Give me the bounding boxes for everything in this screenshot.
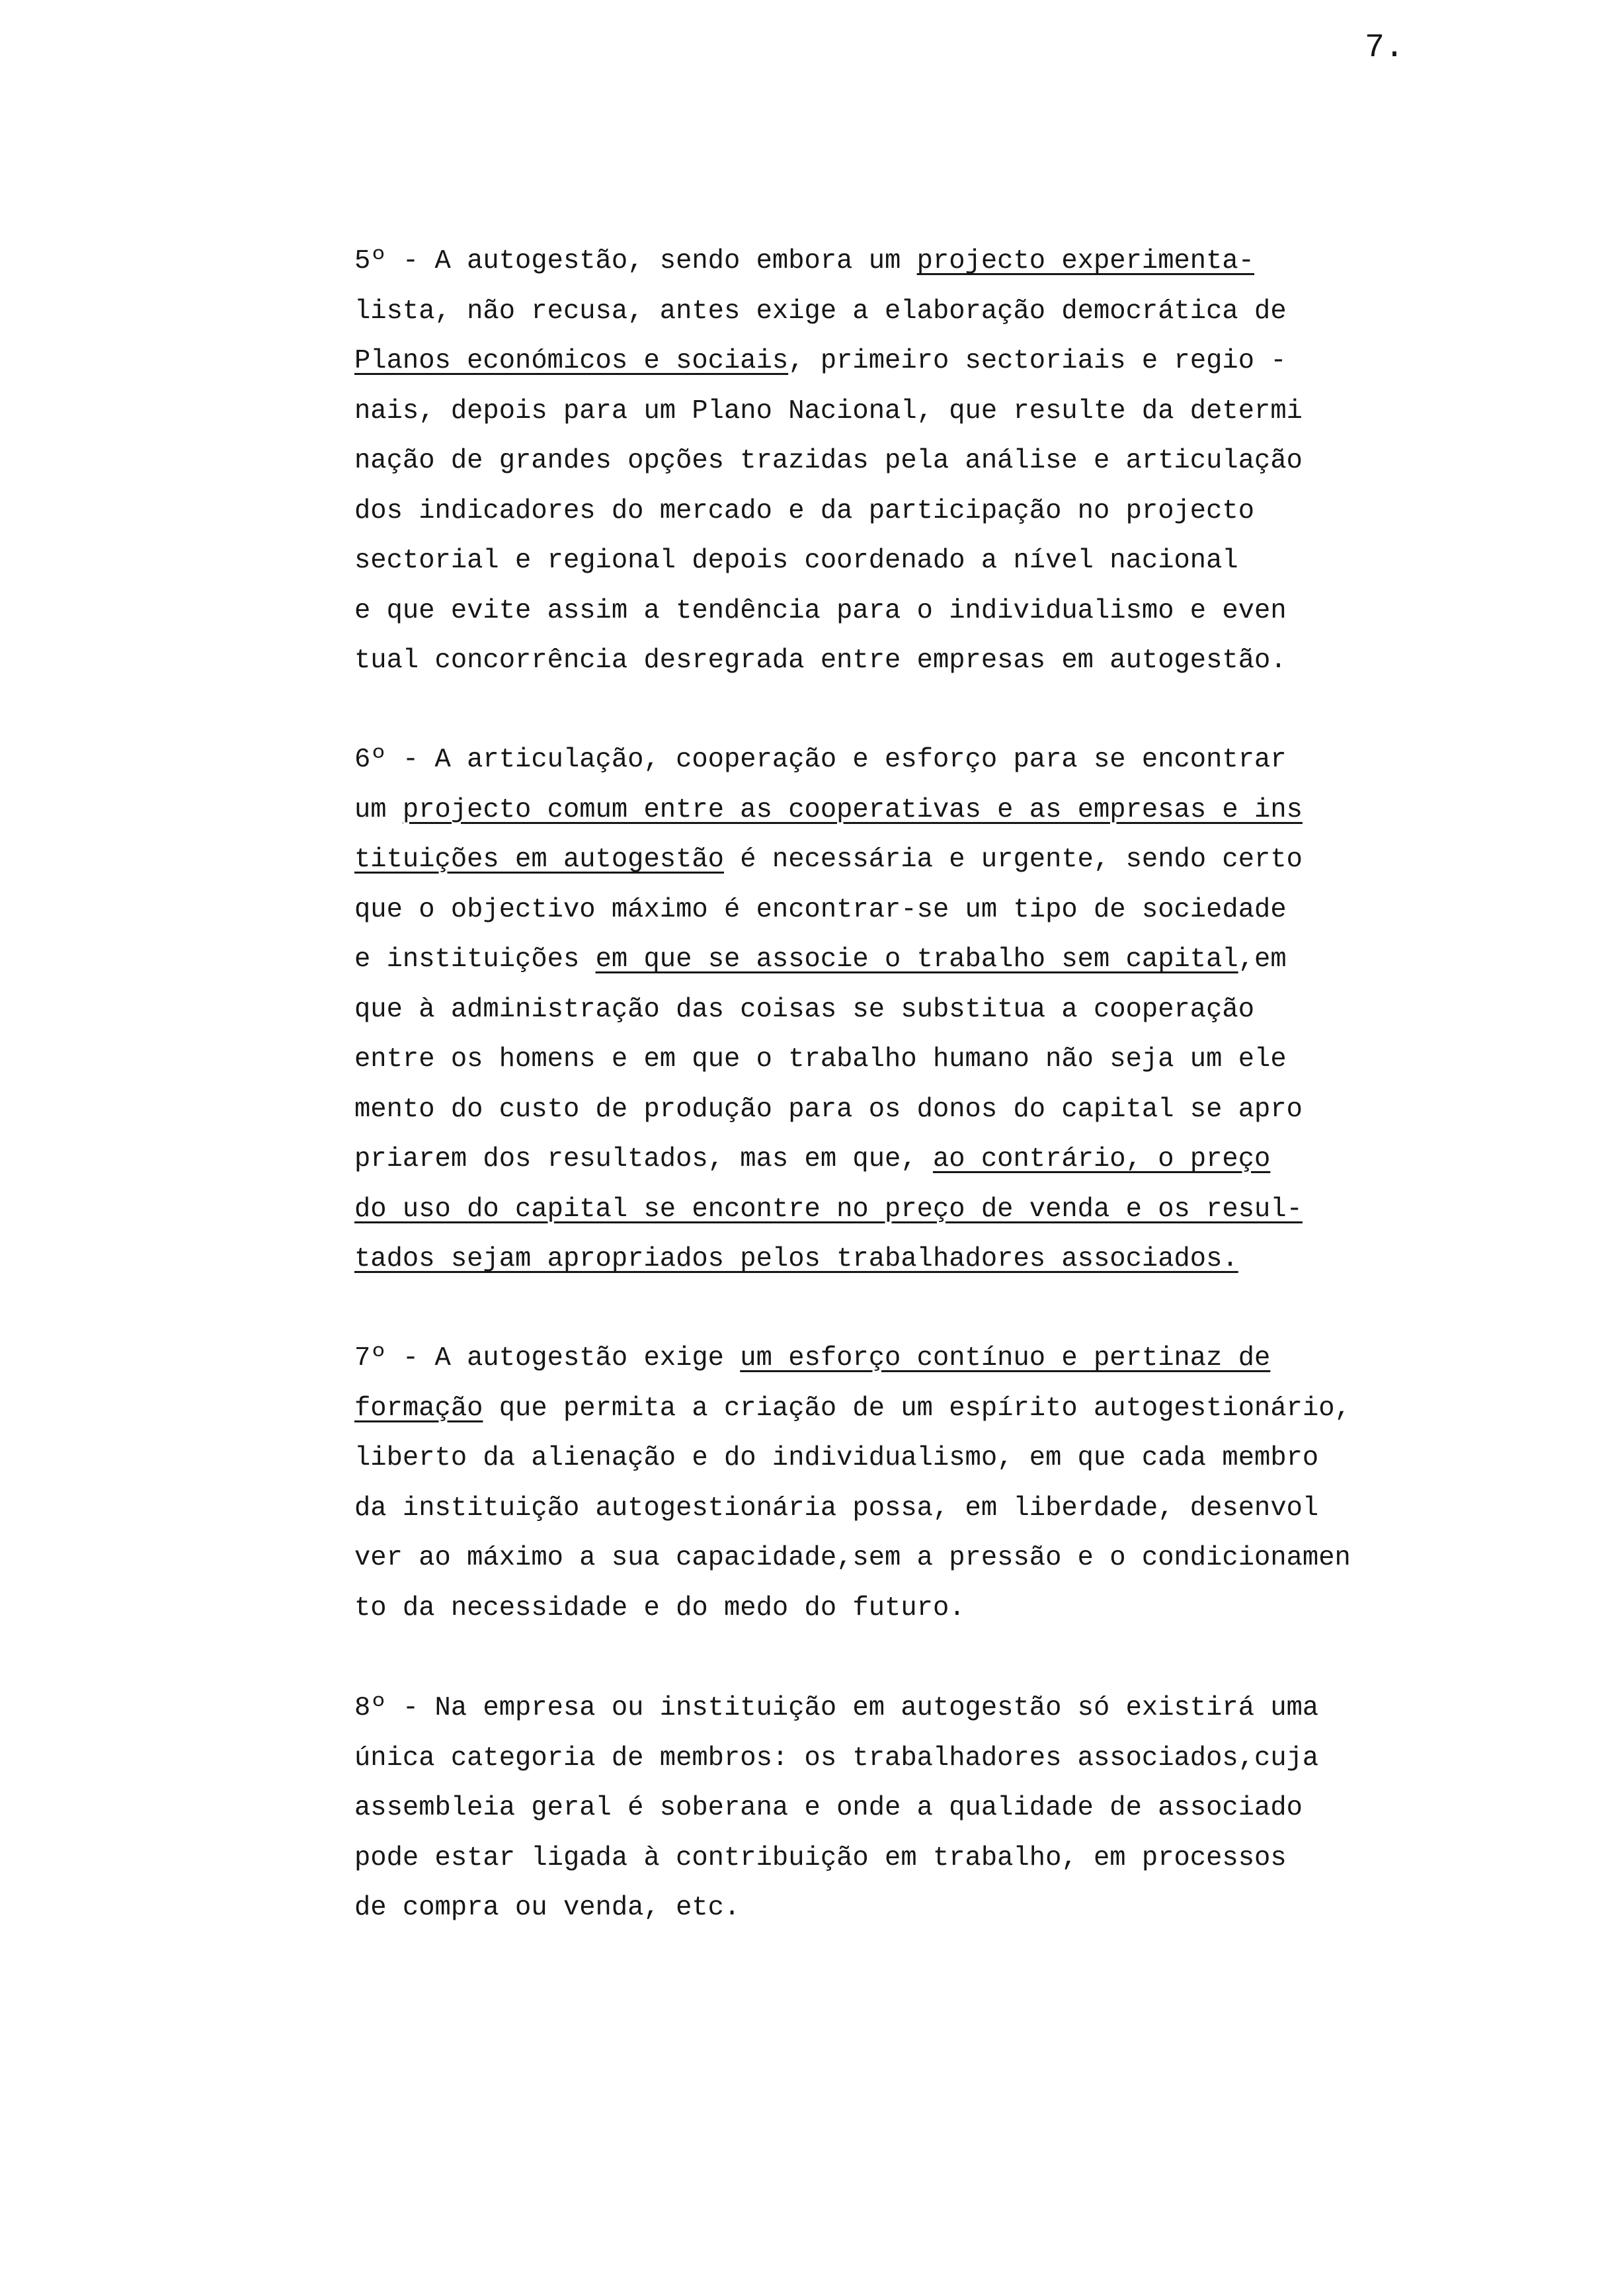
text-line — [354, 636, 1412, 686]
text-line — [354, 1085, 1412, 1135]
text-segment: e instituições — [354, 944, 596, 975]
text-segment: que permita a criação de um espírito autogestionário, — [483, 1393, 1351, 1424]
text-segment: única categoria de membros: os trabalhadores associados,cuja — [354, 1742, 1319, 1774]
text-line — [354, 1135, 1412, 1185]
underlined-text: em que se associe o trabalho sem capital — [595, 944, 1238, 975]
underlined-text: tados sejam apropriados pelos trabalhadores associados. — [354, 1244, 1238, 1274]
text-line — [354, 1434, 1412, 1484]
underlined-text: projecto comum entre as cooperativas e as empresas e ins — [402, 794, 1303, 825]
underlined-text: formação — [354, 1393, 483, 1424]
text-line — [354, 935, 1412, 985]
text-line — [354, 1334, 1412, 1384]
text-line — [354, 1534, 1412, 1584]
text-line — [354, 1235, 1412, 1285]
text-segment: 7º - A autogestão exige — [354, 1343, 741, 1374]
text-segment: ,em — [1238, 944, 1287, 975]
text-line — [354, 536, 1412, 587]
text-line — [354, 1784, 1412, 1834]
text-segment: liberto da alienação e do individualismo, em que cada membro — [354, 1443, 1319, 1473]
text-segment: 8º - Na empresa ou instituição em autogestão só existirá uma — [354, 1693, 1319, 1723]
text-segment: e que evite assim a tendência para o individualismo e even — [354, 595, 1287, 626]
text-line — [354, 835, 1412, 885]
text-line — [354, 885, 1412, 936]
text-line — [354, 436, 1412, 487]
text-line — [354, 237, 1412, 287]
text-segment: assembleia geral é soberana e onde a qualidade de associado — [354, 1793, 1303, 1823]
text-line — [354, 337, 1412, 387]
text-segment: que o objectivo máximo é encontrar-se um tipo de sociedade — [354, 894, 1287, 925]
text-segment: 6º - A articulação, cooperação e esforço para se encontrar — [354, 745, 1287, 775]
text-segment: entre os homens e em que o trabalho humano não seja um ele — [354, 1044, 1287, 1075]
text-segment: ver ao máximo a sua capacidade,sem a pressão e o condicionamen — [354, 1543, 1351, 1573]
paragraph-8 — [354, 1684, 1412, 1934]
text-line — [354, 1185, 1412, 1235]
text-line — [354, 1734, 1412, 1784]
text-segment: nação de grandes opções trazidas pela análise e articulação — [354, 446, 1303, 476]
text-line — [354, 1384, 1412, 1434]
underlined-text: um esforço contínuo e pertinaz de — [740, 1343, 1271, 1374]
text-line — [354, 1834, 1412, 1884]
underlined-text: ao contrário, o preço — [932, 1144, 1271, 1174]
text-segment: priarem dos resultados, mas em que, — [354, 1144, 933, 1174]
text-line — [354, 786, 1412, 836]
text-segment: , primeiro sectoriais e regio - — [788, 346, 1287, 376]
text-segment: da instituição autogestionária possa, em liberdade, desenvol — [354, 1493, 1319, 1524]
text-line — [354, 1883, 1412, 1934]
text-segment: que à administração das coisas se substitua a cooperação — [354, 994, 1255, 1025]
text-line — [354, 1684, 1412, 1734]
text-line — [354, 387, 1412, 437]
text-segment: tual concorrência desregrada entre empresas em autogestão. — [354, 645, 1287, 676]
text-line — [354, 287, 1412, 337]
underlined-text: projecto experimenta- — [916, 246, 1255, 276]
underlined-text: Planos económicos e sociais — [354, 346, 789, 376]
text-line — [354, 587, 1412, 637]
text-segment: 5º - A autogestão, sendo embora um — [354, 246, 917, 276]
text-segment: nais, depois para um Plano Nacional, que resulte da determi — [354, 395, 1303, 427]
text-line — [354, 985, 1412, 1036]
text-segment: é necessária e urgente, sendo certo — [724, 844, 1303, 875]
text-segment: pode estar ligada à contribuição em trabalho, em processos — [354, 1842, 1287, 1873]
text-segment: de compra ou venda, etc. — [354, 1893, 741, 1923]
text-line — [354, 1484, 1412, 1534]
text-line — [354, 1035, 1412, 1085]
text-segment: lista, não recusa, antes exige a elaboração democrática de — [354, 296, 1287, 327]
text-line — [354, 1584, 1412, 1634]
text-segment: to da necessidade e do medo do futuro. — [354, 1592, 965, 1623]
text-segment: mento do custo de produção para os donos do capital se apro — [354, 1094, 1303, 1125]
page-number: 7. — [1365, 29, 1405, 67]
paragraph-7 — [354, 1334, 1412, 1633]
underlined-text: do uso do capital se encontre no preço de venda e os resul- — [354, 1194, 1303, 1225]
text-segment: sectorial e regional depois coordenado a nível nacional — [354, 546, 1238, 576]
text-line — [354, 487, 1412, 537]
text-line — [354, 735, 1412, 786]
text-segment: dos indicadores do mercado e da participação no projecto — [354, 495, 1255, 526]
paragraph-6 — [354, 735, 1412, 1285]
paragraph-5 — [354, 237, 1412, 686]
underlined-text: tituições em autogestão — [354, 844, 724, 875]
text-segment: um — [354, 794, 403, 825]
